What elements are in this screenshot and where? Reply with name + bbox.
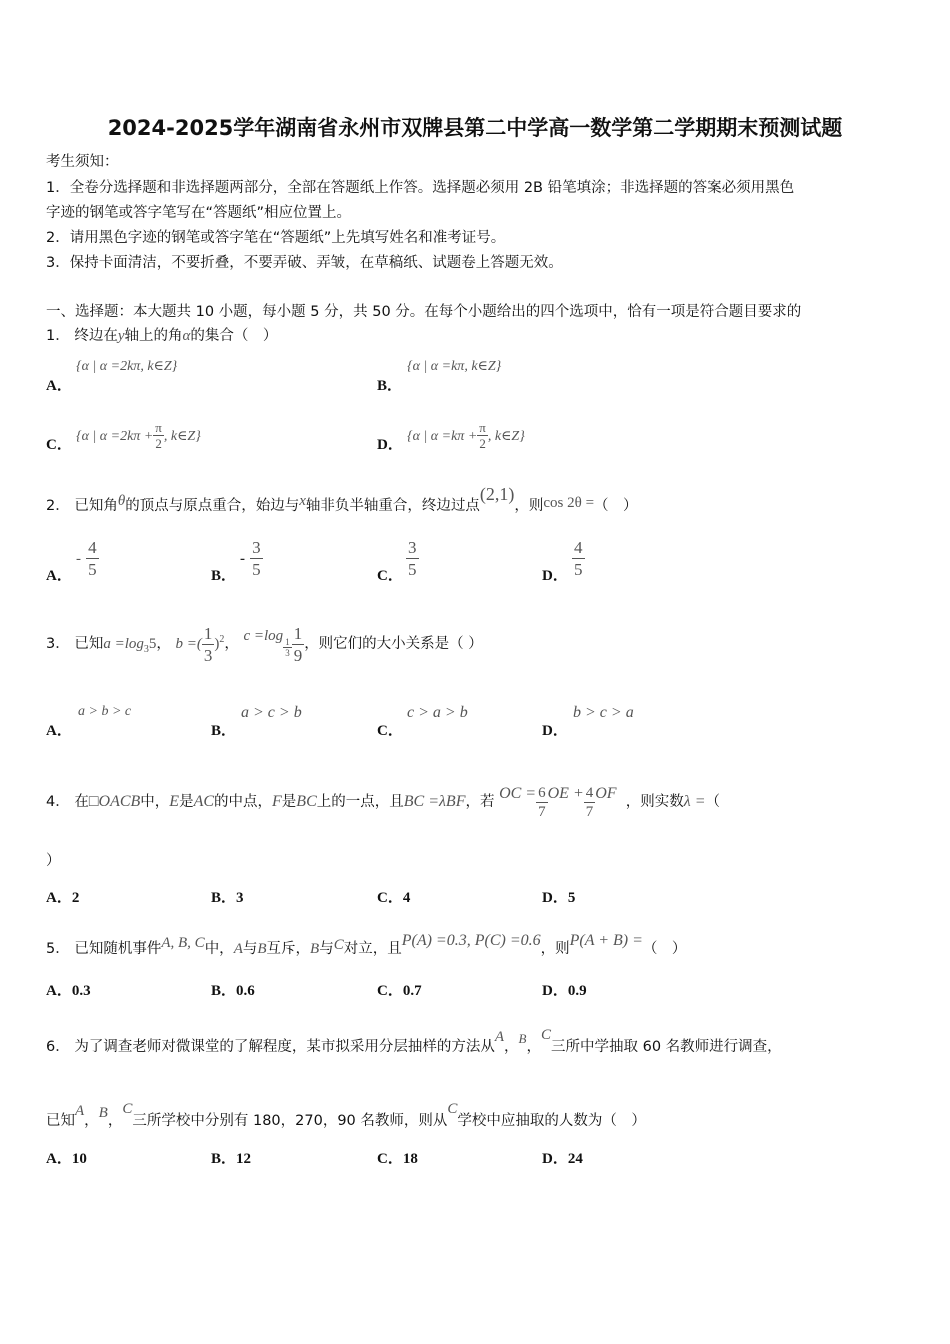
question-6-line-2: 已知A，B，C三所学校中分别有 180，270，90 名教师，则从C学校中应抽取的人数为（ ） — [46, 1101, 646, 1129]
q6-option-d[interactable]: D．24 — [542, 1151, 583, 1167]
question-4: 4． 在□OACB中，E是AC的中点，F是BC上的一点，且BC =λBF，若 OC = $\frac{6}{7}$ OE + $\frac{4}{7}$ OF ，则实数λ =（ — [46, 784, 721, 820]
q2-option-b-label[interactable]: B． — [211, 568, 237, 584]
q1-option-c-text: {α | α =2kπ + $\frac{\pi}{2}$ , k∈Z} — [76, 420, 201, 451]
q2-option-b-value: - $\frac{3}{5}$ — [240, 538, 261, 579]
question-3: 3． 已知$a =\log_35$， b =( $\frac{1}{3}$ )$^2$， c =log $\frac{1}{3}$ $\frac{1}{9}$ ，则它们的大小关系是（ ） — [46, 623, 483, 665]
question-4-close-paren: ） — [46, 853, 61, 869]
notice-item-3: 3．保持卡面清洁，不要折叠，不要弄破、弄皱，在草稿纸、试题卷上答题无效。 — [46, 255, 563, 271]
q3-option-b-text: a > c > b — [241, 704, 302, 721]
q4-option-c[interactable]: C．4 — [377, 890, 411, 906]
question-2: 2． 已知角θ的顶点与原点重合，始边与x轴非负半轴重合，终边过点(2,1)，则cos 2θ =（ ） — [46, 484, 638, 514]
q6-option-c[interactable]: C．18 — [377, 1151, 418, 1167]
q6-option-a[interactable]: A．10 — [46, 1151, 87, 1167]
q1-option-a-label[interactable]: A． — [46, 378, 72, 394]
document-title: 2024-2025学年湖南省永州市双牌县第二中学高一数学第二学期期末预测试题 — [107, 116, 843, 140]
q3-option-d-label[interactable]: D． — [542, 723, 568, 739]
q2-option-a-label[interactable]: A． — [46, 568, 72, 584]
q3-option-c-text: c > a > b — [407, 704, 468, 721]
q1-option-c-label[interactable]: C． — [46, 437, 72, 453]
section-heading: 一、选择题：本大题共 10 小题，每小题 5 分，共 50 分。在每个小题给出的四个选项中，恰有一项是符合题目要求的 — [46, 304, 802, 320]
q1-option-d-text: {α | α =kπ + $\frac{\pi}{2}$ , k∈Z} — [407, 420, 525, 451]
q2-option-d-value: $\frac{4}{5}$ — [574, 538, 583, 579]
notice-heading: 考生须知： — [46, 154, 119, 170]
q1-option-a-text: {α | α =2kπ, k∈Z} — [76, 359, 178, 374]
question-5: 5． 已知随机事件A, B, C中，A与B互斥，B与C对立，且P(A) =0.3, P(C) =0.6，则P(A + B) =（ ） — [46, 932, 687, 957]
q1-option-b-text: {α | α =kπ, k∈Z} — [407, 359, 502, 374]
q3-option-a-text: a > b > c — [78, 704, 132, 719]
q2-option-d-label[interactable]: D． — [542, 568, 568, 584]
q5-option-c[interactable]: C．0.7 — [377, 983, 422, 999]
q6-option-b[interactable]: B．12 — [211, 1151, 252, 1167]
question-number: 1． — [46, 328, 70, 344]
q2-option-c-label[interactable]: C． — [377, 568, 403, 584]
q4-option-b[interactable]: B．3 — [211, 890, 244, 906]
question-1: 1． 终边在y轴上的角α的集合（ ） — [46, 328, 278, 344]
notice-item-1-cont: 字迹的钢笔或答字笔写在“答题纸”相应位置上。 — [46, 205, 352, 221]
q4-option-d[interactable]: D．5 — [542, 890, 576, 906]
q4-option-a[interactable]: A．2 — [46, 890, 80, 906]
q3-option-b-label[interactable]: B． — [211, 723, 237, 739]
q3-option-c-label[interactable]: C． — [377, 723, 403, 739]
q5-option-a[interactable]: A．0.3 — [46, 983, 91, 999]
q5-option-b[interactable]: B．0.6 — [211, 983, 255, 999]
q1-option-d-label[interactable]: D． — [377, 437, 403, 453]
notice-item-1: 1．全卷分选择题和非选择题两部分，全部在答题纸上作答。选择题必须用 2B 铅笔填涂；非选择题的答案必须用黑色 — [46, 180, 795, 196]
q3-option-d-text: b > c > a — [573, 704, 634, 721]
q2-option-a-value: - $\frac{4}{5}$ — [76, 538, 97, 579]
q5-option-d[interactable]: D．0.9 — [542, 983, 587, 999]
q1-option-b-label[interactable]: B． — [377, 378, 403, 394]
q3-option-a-label[interactable]: A． — [46, 723, 72, 739]
question-6-line-1: 6． 为了调查老师对微课堂的了解程度，某市拟采用分层抽样的方法从A，B，C三所中学抽取 60 名教师进行调查， — [46, 1027, 782, 1055]
q2-option-c-value: $\frac{3}{5}$ — [408, 538, 417, 579]
notice-item-2: 2．请用黑色字迹的钢笔或答字笔在“答题纸”上先填写姓名和准考证号。 — [46, 230, 506, 246]
